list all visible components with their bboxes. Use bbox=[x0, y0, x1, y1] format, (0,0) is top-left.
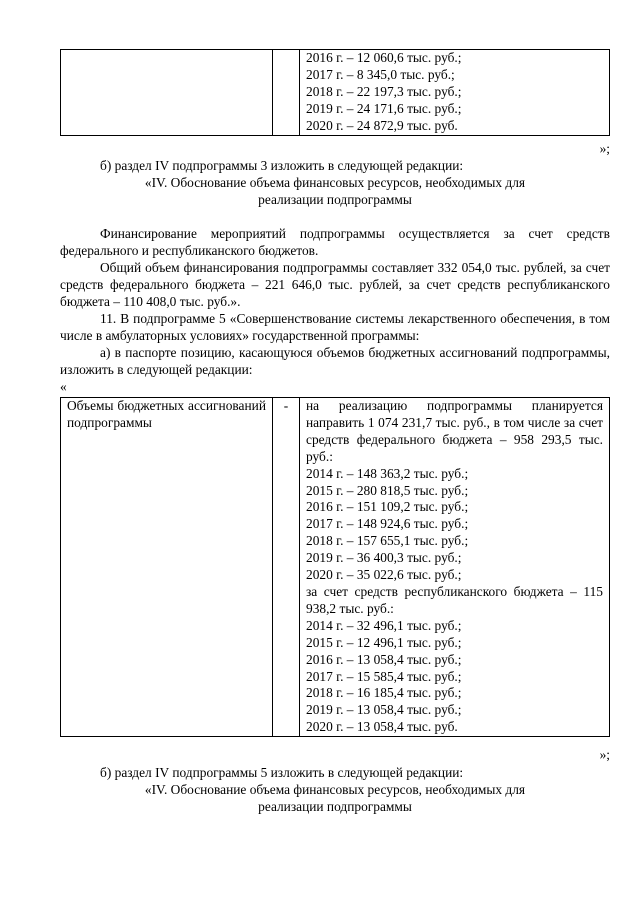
section-heading-line2: реализации подпрограммы bbox=[258, 799, 412, 814]
quote-close: »; bbox=[599, 141, 610, 156]
table-cell-dash bbox=[273, 50, 300, 136]
paragraph-b2: б) раздел IV подпрограммы 5 изложить в следующей редакции: bbox=[100, 765, 464, 780]
section-heading-line1: «IV. Обоснование объема финансовых ресурсов, необходимых для bbox=[144, 782, 526, 797]
table-row: 2019 г. – 13 058,4 тыс. руб.; bbox=[306, 702, 462, 718]
table-cell-values bbox=[300, 398, 610, 737]
paragraph-financing: Финансирование мероприятий подпрограммы осуществляется за счет средств федерального и республиканского бюджетов. bbox=[60, 226, 610, 258]
section-heading-line1: «IV. Обоснование объема финансовых ресурсов, необходимых для bbox=[144, 175, 526, 190]
federal-intro: на реализацию подпрограммы планируется направить 1 074 231,7 тыс. руб., в том числе за счет средств федерального бюджета – 958 293,5 тыс. руб.: bbox=[306, 398, 603, 464]
table-row: 2018 г. – 157 655,1 тыс. руб.; bbox=[306, 533, 469, 549]
table-row: 2017 г. – 148 924,6 тыс. руб.; bbox=[306, 516, 469, 532]
table-row: 2018 г. – 22 197,3 тыс. руб.; bbox=[306, 83, 462, 99]
quote-open: « bbox=[60, 379, 67, 394]
table-row: 2015 г. – 12 496,1 тыс. руб.; bbox=[306, 634, 462, 650]
budget-table-continuation bbox=[60, 49, 610, 136]
paragraph-item-11: 11. В подпрограмме 5 «Совершенствование системы лекарственного обеспечения, в том числе в амбулаторных условиях» государственной программы: bbox=[60, 311, 610, 343]
table-row: 2017 г. – 8 345,0 тыс. руб.; bbox=[306, 66, 455, 82]
section-heading-line2: реализации подпрограммы bbox=[258, 192, 412, 207]
table-row: 2016 г. – 151 109,2 тыс. руб.; bbox=[306, 499, 469, 515]
table-row: 2016 г. – 13 058,4 тыс. руб.; bbox=[306, 651, 462, 667]
table-row: 2020 г. – 13 058,4 тыс. руб. bbox=[306, 719, 458, 735]
table-row: 2017 г. – 15 585,4 тыс. руб.; bbox=[306, 668, 462, 684]
republican-intro: за счет средств республиканского бюджета – 115 938,2 тыс. руб.: bbox=[306, 583, 603, 616]
table-row: 2019 г. – 24 171,6 тыс. руб.; bbox=[306, 100, 462, 116]
table-row: 2018 г. – 16 185,4 тыс. руб.; bbox=[306, 685, 462, 701]
budget-table bbox=[60, 397, 610, 737]
table-cell-values bbox=[300, 50, 610, 136]
table-cell-dash: - bbox=[273, 398, 300, 737]
table-cell-label bbox=[61, 50, 273, 136]
table-row: 2019 г. – 36 400,3 тыс. руб.; bbox=[306, 550, 462, 566]
table-row: 2020 г. – 35 022,6 тыс. руб.; bbox=[306, 567, 462, 583]
table-row: 2014 г. – 148 363,2 тыс. руб.; bbox=[306, 465, 469, 481]
paragraph-b1: б) раздел IV подпрограммы 3 изложить в следующей редакции: bbox=[100, 158, 464, 173]
table-row: 2016 г. – 12 060,6 тыс. руб.; bbox=[306, 50, 462, 65]
table-row: 2014 г. – 32 496,1 тыс. руб.; bbox=[306, 617, 462, 633]
paragraph-total: Общий объем финансирования подпрограммы составляет 332 054,0 тыс. рублей, за счет средств федерального бюджета – 221 646,0 тыс. рублей, за счет средств республиканского бюджета – 110 408,0 тыс. руб.». bbox=[60, 260, 610, 309]
quote-close: »; bbox=[599, 747, 610, 762]
table-row: 2015 г. – 280 818,5 тыс. руб.; bbox=[306, 482, 469, 498]
table-row: 2020 г. – 24 872,9 тыс. руб. bbox=[306, 117, 458, 133]
table-cell-label: Объемы бюджетных ассигнований подпрограммы bbox=[61, 398, 273, 737]
paragraph-a: а) в паспорте позицию, касающуюся объемов бюджетных ассигнований подпрограммы, изложить в следующей редакции: bbox=[60, 345, 610, 377]
